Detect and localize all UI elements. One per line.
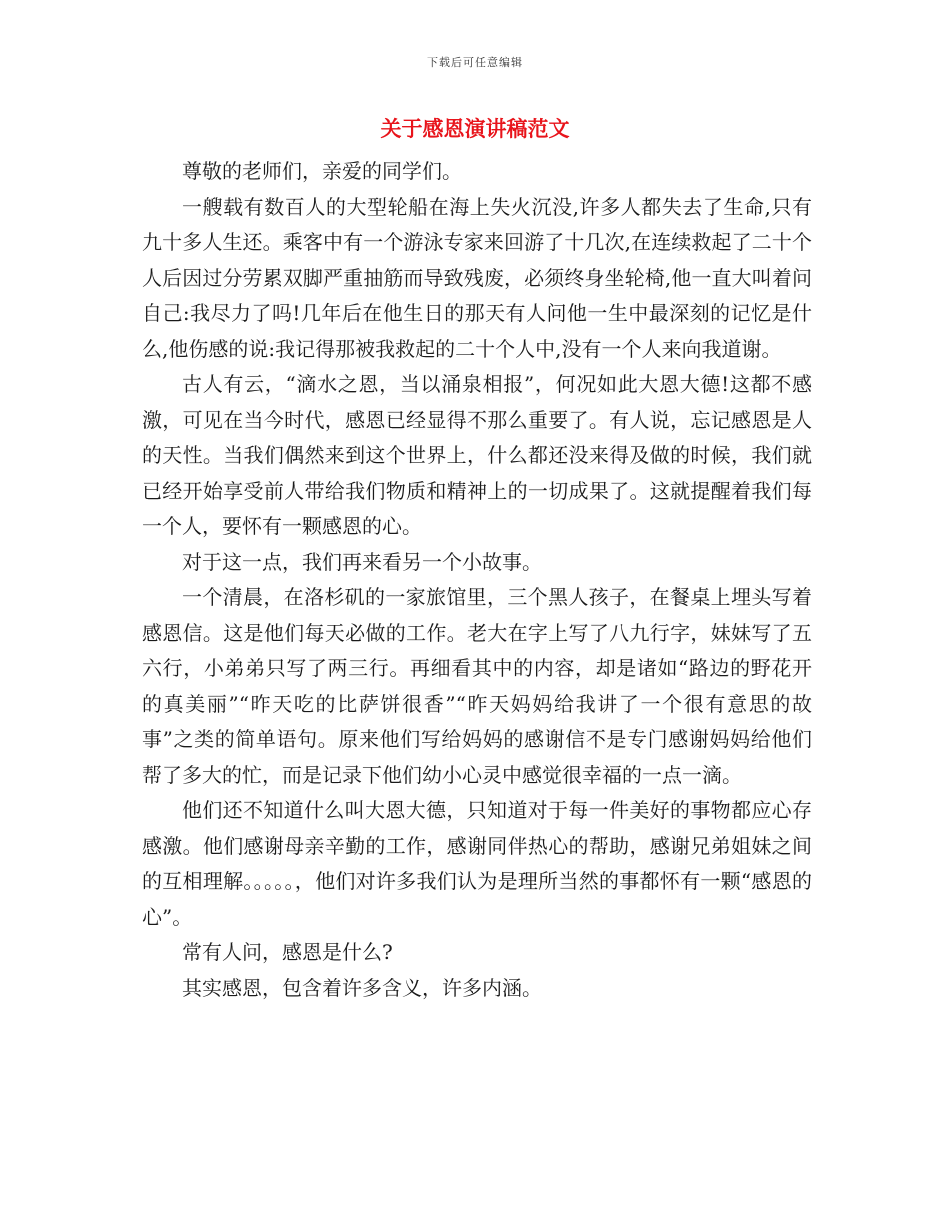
document-title: 关于感恩演讲稿范文 bbox=[380, 117, 570, 141]
paragraph: 古人有云，“滴水之恩，当以涌泉相报”，何况如此大恩大德!这都不感激，可见在当今时代，感恩已经显得不那么重要了。有人说，忘记感恩是人的天性。当我们偶然来到这个世界上，什么都还没来得及做的时候，我们就已经开始享受前人带给我们物质和精神上的一切成果了。这就提醒着我们每一个人，要怀有一颗感恩的心。 bbox=[142, 372, 812, 538]
paragraph: 一艘载有数百人的大型轮船在海上失火沉没,许多人都失去了生命,只有九十多人生还。乘客中有一个游泳专家来回游了十几次,在连续救起了二十个人后因过分劳累双脚严重抽筋而导致残废，必须终身坐轮椅,他一直大叫着问自己:我尽力了吗!几年后在他生日的那天有人问他一生中最深刻的记忆是什么,他伤感的说:我记得那被我救起的二十个人中,没有一个人来向我道谢。 bbox=[142, 194, 812, 361]
header-note: 下载后可任意编辑 bbox=[427, 56, 523, 69]
paragraph: 其实感恩，包含着许多含义，许多内涵。 bbox=[182, 975, 542, 1000]
paragraph: 对于这一点，我们再来看另一个小故事。 bbox=[182, 549, 542, 574]
document-body bbox=[142, 154, 812, 1006]
paragraph: 他们还不知道什么叫大恩大德，只知道对于每一件美好的事物都应心存感激。他们感谢母亲辛勤的工作，感谢同伴热心的帮助，感谢兄弟姐妹之间的互相理解。。。。。，他们对许多我们认为是理所当然的事都怀有一颗“感恩的心”。 bbox=[142, 798, 812, 929]
paragraph: 常有人问，感恩是什么? bbox=[182, 940, 393, 964]
paragraph: 一个清晨，在洛杉矶的一家旅馆里，三个黑人孩子，在餐桌上埋头写着感恩信。这是他们每天必做的工作。老大在字上写了八九行字，妹妹写了五六行，小弟弟只写了两三行。再细看其中的内容，却是诸如“路边的野花开的真美丽”“昨天吃的比萨饼很香”“昨天妈妈给我讲了一个很有意思的故事”之类的简单语句。原来他们写给妈妈的感谢信不是专门感谢妈妈给他们帮了多大的忙，而是记录下他们幼小心灵中感觉很幸福的一点一滴。 bbox=[142, 585, 812, 787]
paragraph-greeting: 尊敬的老师们，亲爱的同学们。 bbox=[182, 159, 462, 183]
